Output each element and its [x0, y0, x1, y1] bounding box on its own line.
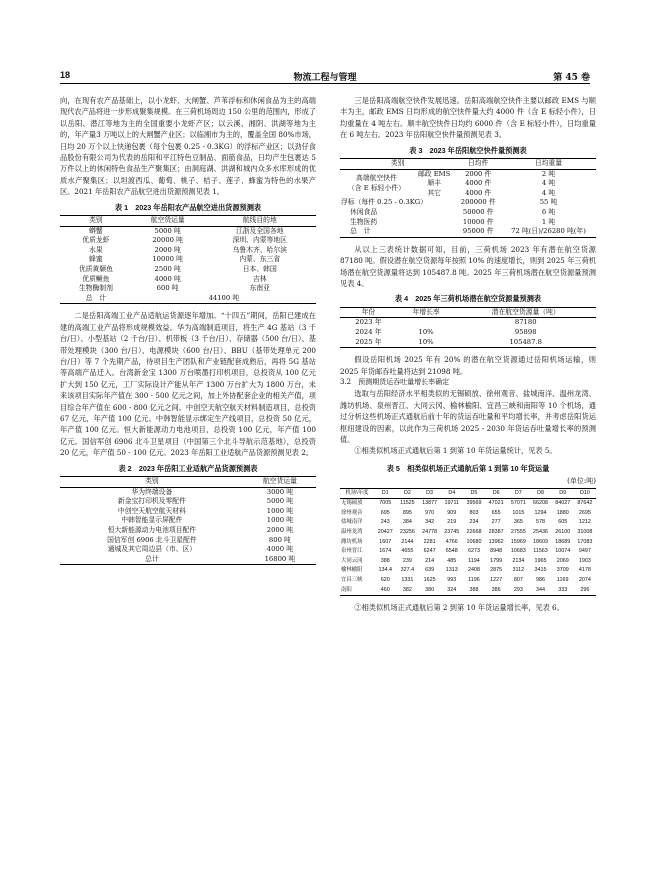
- table-cell: 1227: [490, 577, 503, 583]
- table-cell: 4000 件: [465, 179, 492, 188]
- table-cell: 605: [558, 519, 568, 526]
- table-cell: 吉林: [252, 274, 267, 283]
- table-cell: 1015: [512, 509, 525, 516]
- table-row: [60, 236, 316, 246]
- table-cell: 19711: [444, 500, 460, 507]
- table-cell: 66208: [533, 500, 549, 507]
- table3-group-label-line: 高端航空快件: [356, 174, 397, 183]
- table-cell: 2025 年: [355, 337, 382, 346]
- table-cell: 50000 件: [462, 208, 494, 216]
- table-cell: 11525: [400, 500, 415, 507]
- table-cell: 优质龙虾: [82, 236, 110, 245]
- table-cell: 3000 吨: [266, 487, 294, 496]
- table-cell: 6247: [423, 548, 436, 555]
- table-cell: 909: [447, 509, 457, 516]
- table-cell: 293: [513, 586, 523, 593]
- table-cell: 6273: [467, 548, 480, 555]
- table-cell: 384: [402, 519, 412, 526]
- table-row: [60, 246, 316, 256]
- table-cell: 970: [425, 509, 435, 516]
- table-cell: 639: [425, 567, 435, 574]
- table-cell: 47021: [488, 500, 504, 507]
- table-cell: 日本、韩国: [242, 265, 277, 274]
- table3: [340, 158, 596, 238]
- table-cell: 388: [469, 586, 479, 593]
- table-cell: 800 吨: [268, 535, 291, 544]
- table-cell: 10%: [418, 328, 434, 336]
- right-paragraph-3: 假设岳阳机场 2025 年有 20% 的潜在航空货源通过岳阳机场运输，则 2025 年货邮吞吐量将达到 21098 吨。: [340, 355, 596, 376]
- table-cell: 宜昌三峡: [341, 577, 363, 583]
- table-cell: 总计: [145, 554, 159, 563]
- table-cell: 485: [447, 557, 457, 564]
- table-cell: 16800 吨: [264, 554, 296, 563]
- table-cell: 342: [425, 519, 435, 526]
- table3-group-label-line: （含 E 标轻小件）: [348, 184, 405, 193]
- table-cell: 2000 件: [465, 169, 492, 178]
- table-row: [60, 487, 316, 497]
- table-cell: 2695: [578, 509, 591, 516]
- table-cell: 327.4: [400, 567, 415, 574]
- table-cell: 84027: [555, 500, 571, 507]
- table-cell: 6 吨: [541, 208, 556, 216]
- table1-total-label: 总 计: [85, 293, 107, 302]
- table1-total-value: 44100 吨: [208, 293, 240, 302]
- table-row: [60, 526, 316, 536]
- table4: [340, 307, 596, 348]
- table-row: [60, 555, 316, 565]
- table-cell: 105487.8: [509, 337, 542, 346]
- table-cell: 1294: [534, 509, 547, 516]
- table-cell: 388: [380, 557, 390, 564]
- table-row: [60, 284, 316, 294]
- table-cell: 邮政 EMS: [417, 169, 451, 178]
- table-cell: 2500 吨: [154, 265, 181, 274]
- table-cell: 655: [491, 509, 501, 516]
- table-cell: 恒大新能源动力电池项目配件: [107, 526, 197, 535]
- table-cell: 徐州观音: [341, 509, 363, 516]
- right-paragraph-5: ①相类似机场正式通航后第 1 到第 10 年货运量统计，见表 5。: [354, 446, 557, 456]
- table-cell: 10683: [510, 548, 526, 555]
- table-cell: 895: [402, 509, 412, 516]
- table1: [60, 215, 316, 304]
- table-cell: 4000 吨: [266, 545, 294, 554]
- table-cell: 20000 吨: [152, 236, 183, 245]
- table-cell: 87642: [577, 500, 593, 507]
- table-cell: 1331: [401, 577, 414, 583]
- table-row: [60, 265, 316, 275]
- table4-header: 潜在航空货源量（吨）: [491, 307, 560, 316]
- table-row: [340, 499, 596, 509]
- table-cell: 986: [536, 577, 546, 583]
- table-row: [340, 318, 596, 328]
- table-cell: 382: [402, 586, 412, 593]
- table-cell: 2875: [490, 567, 503, 574]
- left-column: [60, 95, 316, 565]
- table-cell: 1965: [534, 557, 547, 564]
- table-cell: 无锡硕放: [341, 500, 363, 507]
- table-cell: 11563: [533, 548, 548, 555]
- table-row: [60, 226, 316, 236]
- table-cell: 578: [536, 519, 546, 526]
- section-heading: 3.2 预测期货运吞吐量增长率确定: [340, 378, 450, 386]
- table-cell: 39569: [466, 500, 482, 507]
- table-cell: 通城及其它周边县（市、区）: [107, 545, 197, 554]
- table5-header: D9: [559, 489, 567, 496]
- table5-header: D8: [537, 489, 544, 496]
- table4-header: 年增长率: [412, 307, 440, 316]
- table-cell: 1903: [578, 557, 591, 564]
- table1-header: 类别: [89, 216, 103, 225]
- table-cell: 1000 吨: [266, 516, 294, 525]
- table-cell: 2144: [401, 538, 414, 545]
- table-cell: 2134: [512, 557, 525, 564]
- table-cell: 4000 吨: [154, 274, 181, 283]
- table-cell: 1313: [445, 567, 458, 574]
- table-cell: 生物医药: [350, 217, 378, 226]
- table-cell: 蜂蜜: [89, 255, 103, 264]
- table-cell: 25436: [533, 529, 549, 536]
- volume-label: 第 45 卷: [553, 73, 590, 83]
- table-cell: 优质黄颡鱼: [78, 265, 113, 274]
- table-cell: 13877: [422, 500, 438, 507]
- table-cell: 1 吨: [541, 217, 556, 226]
- table-cell: 2023 年: [355, 318, 382, 327]
- table-cell: 2024 年: [355, 328, 382, 336]
- table-cell: 5000 吨: [154, 226, 181, 235]
- table-cell: 239: [402, 557, 412, 564]
- table-cell: 20427: [377, 529, 393, 536]
- table-cell: 东南亚: [249, 284, 270, 293]
- table-cell: 1196: [468, 577, 480, 583]
- table-cell: 顺丰: [427, 179, 441, 188]
- table-cell: 807: [513, 577, 523, 583]
- right-paragraph-1: 三是岳阳高端航空快件发展迅速。岳阳高端航空快件主要以邮政 EMS 与顺丰为主，邮政 EMS 日均形成的航空快件量大约 4000 件（含 E 标轻小件），日均重量在 4 吨左右。顺丰航空快件日均约 6000 件（含 E 标轻小件），日均重量在 6 吨左右。2023 年岳阳航空快件量预测见表 3。: [340, 96, 596, 140]
- table1-header: 航线目的地: [242, 216, 277, 225]
- table-cell: 榆林榆阳: [341, 567, 363, 574]
- left-paragraph-2: 二是岳阳高端工业产品适航运货源逐年增加。“十四五”期间，岳阳已建成在建的高端工业产品将形成规模效益。华为高端制造项目，将生产 4G 基站（3 千台/日）、小型基站（2 千台/日）、机带板（3 千台/日）、存储器（500 台/日）、基带处理模块（300 台/日）、电源模块（600 台/日）、BBU（基带处理单元 200 台/日）等 7 个先期产品，待项目生产团队和产业链配套成熟后，再将 5G 基站等高端产品迁入。台湾新金宝 1300 万台喷墨打印机项目，总投资从 100 亿元扩大到 150 亿元，工厂实际设计产能从年产 1300 万台扩大为 1800 万台，未来该项目实际年产值在 300 - 500 亿元之间，加上外协配套企业的相关产值，项目综合年产值在 600 - 800 亿元之间。中创空天航空航天材料制造项目，总投资 67 亿元，年产值 100 亿元。中韩智能显示绑定生产线项目，总投资 50 亿元，年产值 100 亿元。恒大新能源动力电池项目，总投资 100 亿元，年产值 100 亿元。国信军创 6906 北斗卫星项目（中国第三个北斗导航示范基地），总投资 20 亿元，年产值 50 - 100 亿元。2023 年岳阳工业适航产品货源预测见表 2。: [60, 311, 316, 458]
- table-row: [340, 208, 596, 218]
- table-cell: 总 计: [350, 227, 371, 236]
- table-cell: 10000 件: [462, 217, 494, 226]
- table-cell: 18609: [533, 538, 549, 545]
- table-cell: 13962: [488, 538, 504, 545]
- table-cell: 新金宝打印机及零配件: [117, 497, 186, 506]
- table-cell: 23256: [399, 529, 415, 536]
- table-cell: 7005: [379, 500, 392, 507]
- table-cell: 5000 吨: [266, 497, 294, 506]
- table-cell: 国信军创 6906 北斗卫星配件: [107, 535, 197, 544]
- table-cell: 134.4: [378, 567, 392, 574]
- table-row: [340, 586, 596, 596]
- table-cell: 55 吨: [539, 198, 558, 207]
- table-cell: 8948: [490, 548, 503, 555]
- table-cell: 潍坊机场: [341, 538, 363, 545]
- table2-caption: 表 2 2023 年岳阳工业适航产品货源预测表: [118, 463, 258, 473]
- table-cell: 57071: [510, 500, 526, 507]
- table1-header: 航空货运量: [150, 216, 185, 225]
- table-cell: 内蒙、东三省: [239, 255, 281, 264]
- right-paragraph-4: 选取与岳阳经济水平相类似的无锡硕放、徐州观音、盐城南洋、温州龙湾、潍坊机场、泉州晋江、大同云冈、榆林榆阳、宜昌三峡和南阳等 10 个机场，通过分析这些机场正式通航后前十年的货运吞吐量和平均增长率，并考虑岳阳货运枢纽建设的因素，以此作为三荷机场 2025 - 2030 年货运吞吐量增长率的预测值。: [340, 389, 596, 445]
- table-cell: 4655: [401, 548, 414, 555]
- table3-header: 日均件: [468, 159, 489, 168]
- table-cell: 22668: [466, 529, 482, 536]
- table-cell: 10%: [418, 337, 434, 346]
- table-row: [60, 545, 316, 555]
- table5-header: D4: [448, 489, 456, 496]
- table-cell: 3415: [534, 567, 547, 574]
- table-cell: 17083: [577, 538, 593, 545]
- table-cell: 泉州晋江: [341, 548, 363, 555]
- table-cell: 993: [447, 577, 457, 583]
- table-row: [340, 169, 596, 179]
- table-cell: 95898: [514, 328, 537, 336]
- table-row: [340, 538, 596, 548]
- table-row: [60, 275, 316, 285]
- table-cell: 6548: [445, 548, 458, 555]
- table-cell: 9497: [578, 548, 591, 555]
- table-cell: 2281: [423, 538, 436, 545]
- left-paragraph-1: 向，在现有农产品基础上，以小龙虾、大闸蟹、芦苇浮标和休闲食品为主的高端现代农产品将进一步形成聚集规模。在三荷机场周边 150 公里的范围内，形成了以岳阳、潜江等地为主的全国重要小龙虾产区；以云溪、湘阴、洪湖等地为主的，年产量3 万吨以上的大闸蟹产业区；以临湘市为主的，覆盖全国 80%市场，日均 20 万个以上快递包裹（每个包裹 0.25 - 0.3KG）的浮标产业区；以劲仔食品股份有限公司为代表的岳阳和平江特色豆制品、面筋食品，日均产生包裹达 5 万件以上的休闲特色食品生产聚集区；由洞庭湖、洪湖和城内众多水库形成的优质水产聚集区；以坦渡西瓜、葡萄、桃子、桔子、莲子、蜂蜜为特色的水果产区。2021 年岳阳农产品航空进出货源预测见表 1。: [60, 96, 316, 197]
- table-row: [340, 528, 596, 538]
- table-cell: 1212: [578, 519, 591, 526]
- table-row: [340, 547, 596, 557]
- table-cell: 乌鲁木齐、哈尔滨: [232, 245, 287, 254]
- table-cell: 1607: [379, 538, 392, 545]
- table-row: [340, 328, 596, 338]
- table-row: [340, 509, 596, 519]
- table-cell: 江浙及全国各地: [235, 226, 284, 235]
- table-row: [60, 497, 316, 507]
- table-cell: 386: [491, 586, 501, 593]
- table-cell: 10074: [555, 548, 571, 555]
- table-cell: 1799: [490, 557, 503, 564]
- table-cell: 2000 吨: [266, 526, 294, 535]
- table5-caption: 表 5 相类似机场正式通航后第 1 到第 10 年货运量: [386, 463, 550, 473]
- table-cell: 296: [580, 586, 590, 593]
- table-cell: 27555: [510, 529, 526, 536]
- table-cell: 28387: [488, 529, 504, 536]
- table-row: [340, 227, 596, 237]
- table3-caption: 表 3 2023 年岳阳航空快件量预测表: [409, 145, 527, 155]
- table5-header: 机场\年度: [345, 489, 369, 496]
- table-cell: 243: [380, 519, 390, 526]
- table5: [340, 488, 596, 597]
- table5-unit: (单位:吨): [567, 477, 596, 486]
- table-row: [60, 516, 316, 526]
- table-row: [340, 566, 596, 576]
- table2: [60, 476, 316, 565]
- table-cell: 324: [447, 586, 457, 593]
- table-cell: 695: [380, 509, 390, 516]
- table-cell: 盐城南洋: [341, 519, 363, 526]
- table-row: [60, 255, 316, 265]
- table-cell: 18689: [555, 538, 571, 545]
- table5-header: D3: [426, 489, 434, 496]
- table-cell: 234: [469, 519, 479, 526]
- table-cell: 1674: [379, 548, 392, 555]
- table-cell: 4000 件: [465, 188, 492, 197]
- page-number: 18: [60, 70, 71, 80]
- table-cell: 中韩智能显示屏配件: [121, 516, 183, 525]
- table-cell: 3709: [556, 567, 569, 574]
- table-row: [60, 536, 316, 546]
- table5-header: D7: [514, 489, 522, 496]
- table2-header: 类别: [145, 477, 159, 486]
- table-cell: 3112: [512, 567, 525, 574]
- table-cell: 1169: [556, 577, 569, 583]
- table-row: [340, 338, 596, 348]
- table-cell: 浮标（每件 0.25 - 0.3KG）: [341, 198, 428, 207]
- table-cell: 15969: [510, 538, 526, 545]
- table-row: [340, 218, 596, 228]
- table-cell: 4 吨: [541, 188, 556, 197]
- table-cell: 600 吨: [156, 284, 179, 293]
- table-cell: 10680: [466, 538, 482, 545]
- table2-header: 航空货运量: [262, 477, 297, 486]
- table-cell: 95000 件: [462, 227, 494, 236]
- table-cell: 温州龙湾: [341, 529, 363, 536]
- table-cell: 31008: [577, 529, 593, 536]
- table-cell: 2069: [556, 557, 569, 564]
- table-row: [340, 557, 596, 567]
- table1-caption: 表 1 2023 年岳阳农产品航空进出货源预测表: [114, 202, 262, 212]
- table-cell: 深圳、内蒙等地区: [232, 236, 287, 245]
- table5-header: D2: [403, 489, 411, 496]
- table-cell: 277: [491, 519, 501, 526]
- table-cell: 中创空天航空航天材料: [117, 506, 186, 515]
- table-cell: 620: [380, 577, 390, 583]
- table-cell: 1880: [556, 509, 569, 516]
- right-paragraph-2: 从以上三表统计数据可知，目前，三荷机场 2023 年有潜在航空货源 87180 吨。假设潜在航空货源每年按照 10% 的速度增长，则到 2025 年三荷机场潜在航空货源量将达到 105487.8 吨。2025 年三荷机场潜在航空货源量预测见表 4。: [340, 244, 596, 288]
- table-cell: 1625: [423, 577, 436, 583]
- table-cell: 2000 吨: [154, 245, 181, 254]
- table-cell: 214: [425, 557, 435, 564]
- table-cell: [397, 318, 456, 328]
- table-cell: 生物酶制剂: [78, 284, 113, 293]
- page-header: [60, 68, 590, 84]
- table-cell: 26100: [555, 529, 571, 536]
- table-cell: 其它: [427, 188, 441, 197]
- table-cell: 休闲食品: [350, 208, 378, 216]
- table-cell: 219: [447, 519, 457, 526]
- table-cell: 333: [558, 586, 568, 593]
- table-cell: 200000 件: [460, 198, 496, 207]
- right-paragraph-6: ②相类似机场正式通航后第 2 到第 10 年货运量增长率，见表 6。: [354, 603, 564, 613]
- table3-group-label: [340, 169, 413, 198]
- table-cell: 大同云冈: [341, 557, 363, 564]
- table-row: [340, 518, 596, 528]
- table5-header: D5: [470, 489, 478, 496]
- table-cell: 365: [513, 519, 523, 526]
- table4-caption: 表 4 2025 年三荷机场潜在航空货源量预测表: [394, 294, 542, 304]
- table-cell: 10000 吨: [152, 255, 183, 264]
- table-cell: 4178: [578, 567, 591, 574]
- table3-header: 日均重量: [534, 159, 563, 168]
- table-cell: 华为终端设备: [131, 487, 173, 496]
- table-cell: 1000 吨: [266, 506, 294, 515]
- table4-header: 年份: [361, 307, 376, 316]
- table-cell: 344: [536, 586, 546, 593]
- table-cell: 460: [380, 586, 390, 593]
- table-cell: 380: [425, 586, 435, 593]
- table-cell: 优质鳜鱼: [82, 274, 110, 283]
- table-cell: 2408: [467, 567, 480, 574]
- table-cell: 24778: [422, 529, 438, 536]
- table-cell: 2 吨: [541, 169, 556, 178]
- table-cell: 水果: [89, 245, 103, 254]
- table-row: [340, 576, 596, 586]
- table-cell: 803: [469, 509, 479, 516]
- table-cell: 南阳: [341, 586, 352, 593]
- table5-header: D10: [579, 489, 590, 496]
- table-cell: 72 吨(日)/26280 吨(年): [511, 227, 586, 236]
- table-cell: 4 吨: [541, 179, 556, 188]
- table-cell: 蟒蟹: [89, 226, 103, 235]
- journal-title: 物流工程与管理: [293, 73, 357, 83]
- table5-header: D1: [381, 489, 389, 496]
- table-cell: 4766: [445, 538, 458, 545]
- table3-header: 类别: [390, 159, 405, 168]
- table-cell: 23745: [444, 529, 460, 536]
- right-column: [340, 95, 596, 614]
- table-cell: 87180: [514, 318, 537, 327]
- table-cell: 1194: [468, 557, 480, 564]
- table-cell: 2074: [578, 577, 591, 583]
- table5-header: D6: [492, 489, 500, 496]
- table-row: [340, 198, 596, 208]
